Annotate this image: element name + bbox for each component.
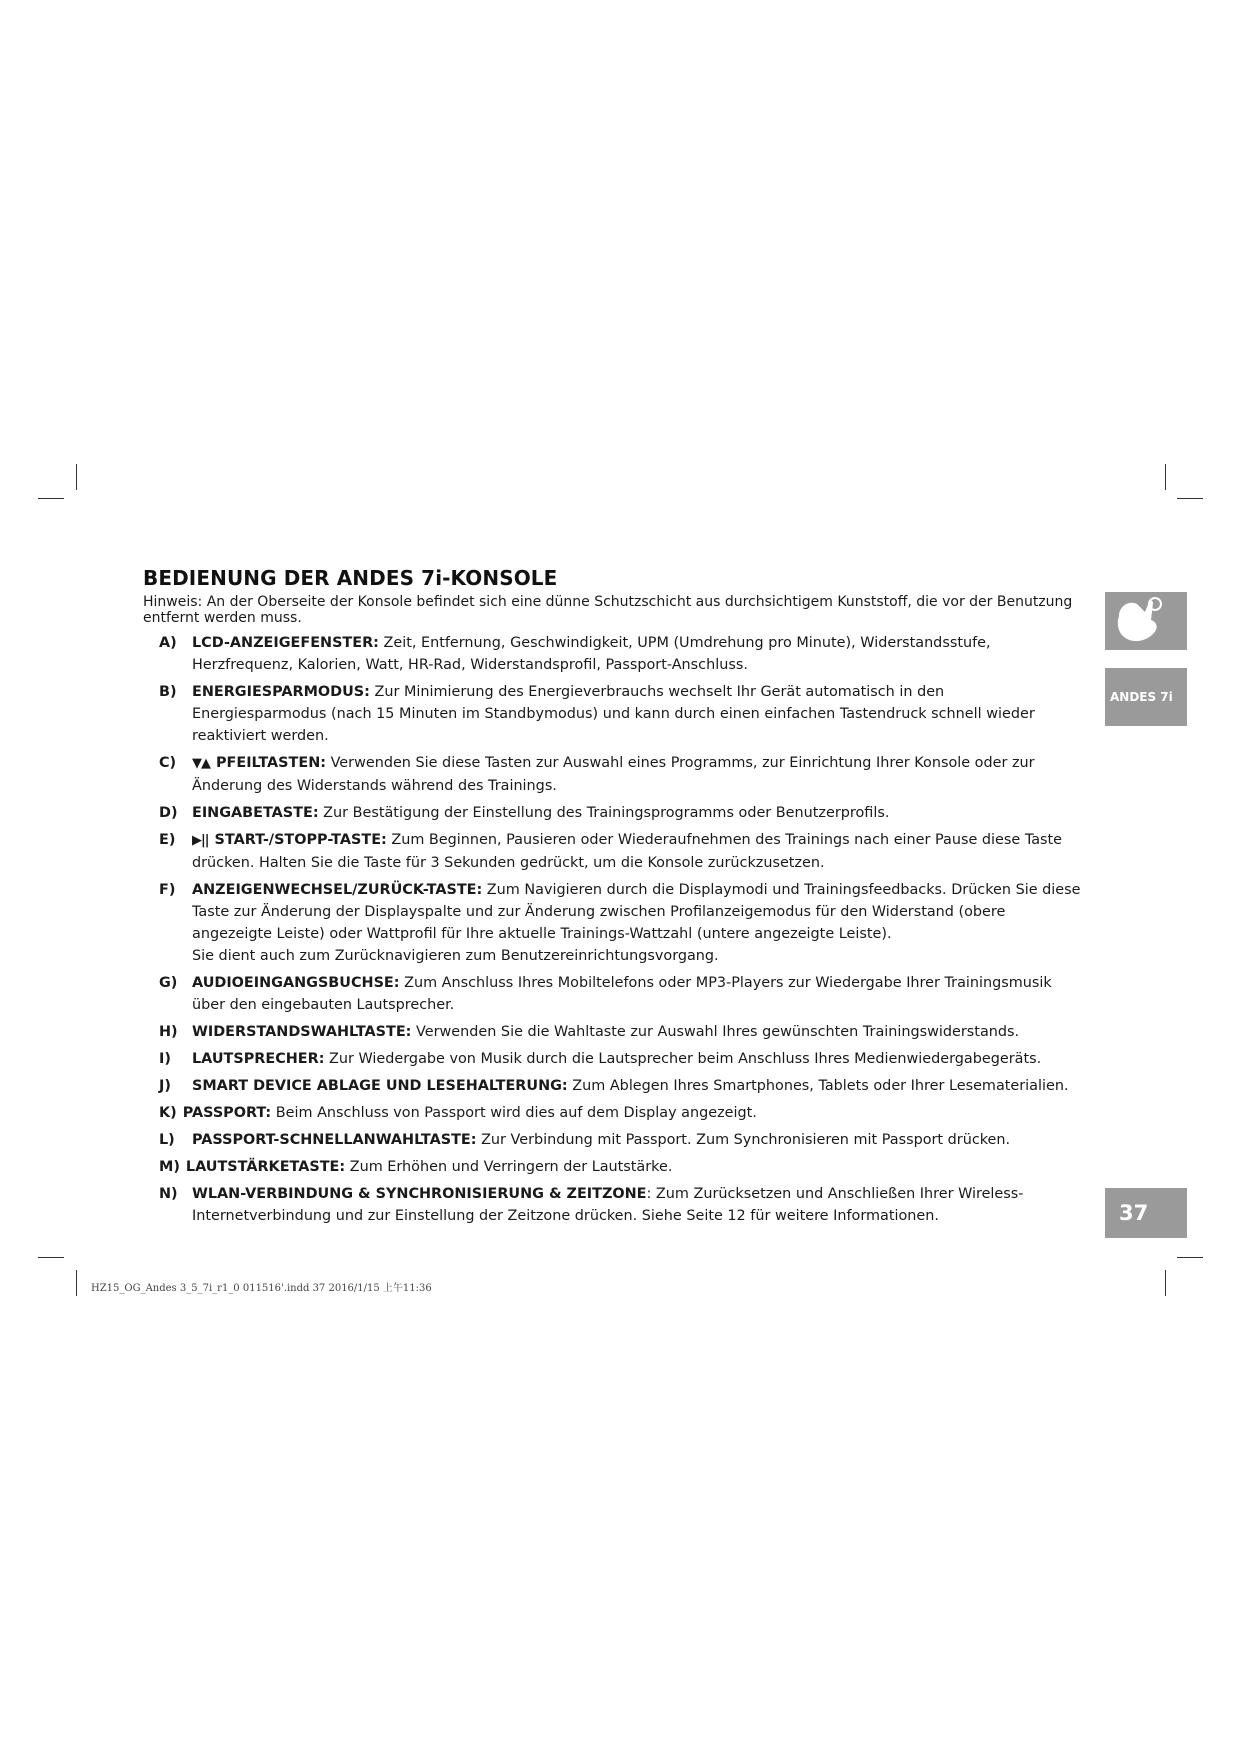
item-text: Zur Minimierung des Energieverbrauchs wechselt Ihr Gerät automatisch in den Energiesparmodus (nach 15 Minuten im Standbymodus) und kann durch einen einfachen Tastendruck schnell wieder reaktiviert werden.	[192, 684, 1035, 744]
list-item-n	[143, 1183, 1083, 1227]
crop-mark-bottom-left	[76, 1270, 77, 1296]
item-text: Verwenden Sie die Wahltaste zur Auswahl Ihres gewünschten Trainingswiderstands.	[411, 1024, 1020, 1040]
item-letter: H)	[159, 1024, 178, 1040]
item-letter: B)	[159, 684, 177, 700]
item-letter: A)	[159, 635, 177, 651]
item-term: SMART DEVICE ABLAGE UND LESEHALTERUNG:	[192, 1078, 568, 1094]
item-letter: I)	[159, 1051, 171, 1067]
console-items-list	[143, 632, 1083, 1227]
section-title: BEDIENUNG DER ANDES 7i-KONSOLE	[143, 566, 558, 590]
list-item-e	[143, 829, 1083, 874]
list-item-i	[143, 1048, 1083, 1070]
item-letter: K)	[159, 1105, 177, 1121]
item-text: Zum Beginnen, Pausieren oder Wiederaufnehmen des Trainings nach einer Pause diese Taste drücken. Halten Sie die Taste für 3 Sekunden gedrückt, um die Konsole zurückzusetzen.	[192, 832, 1063, 871]
item-letter: M)	[159, 1159, 180, 1175]
item-letter: C)	[159, 755, 177, 771]
crop-mark-top-right	[1165, 464, 1166, 490]
hand-touch-icon-svg	[1105, 592, 1187, 650]
item-term: WIDERSTANDSWAHLTASTE:	[192, 1024, 412, 1040]
list-item-a	[143, 632, 1083, 676]
item-term: PASSPORT:	[182, 1105, 272, 1121]
crop-mark-top-left	[76, 464, 77, 490]
item-term: EINGABETASTE:	[192, 805, 319, 821]
item-term: START-/STOPP-TASTE:	[214, 832, 387, 848]
crop-mark-top-right	[1177, 498, 1203, 499]
list-item-h	[143, 1021, 1083, 1043]
item-text: Zur Wiedergabe von Musik durch die Lautsprecher beim Anschluss Ihres Medienwiedergabegeräts.	[324, 1051, 1042, 1067]
print-slug: HZ15_OG_Andes 3_5_7i_r1_0 011516'.indd 37 2016/1/15 上午11:36	[91, 1283, 432, 1294]
crop-mark-bottom-left	[38, 1257, 64, 1258]
item-letter: J)	[159, 1078, 171, 1094]
list-item-c	[143, 752, 1083, 797]
hand-touch-icon	[1105, 592, 1187, 650]
section-note: Hinweis: An der Oberseite der Konsole befindet sich eine dünne Schutzschicht aus durchsichtigem Kunststoff, die vor der Benutzung entfernt werden muss.	[143, 594, 1073, 626]
item-text: Zum Navigieren durch die Displaymodi und Trainingsfeedbacks. Drücken Sie diese Taste zur Änderung der Displayspalte und zur Änderung zwischen Profilanzeigemodus für den Widerstand (obere angezeigte Leiste) oder Wattprofil für Ihre aktuelle Trainings-Wattzahl (untere angezeigte Leiste).	[192, 882, 1081, 942]
item-extra-text: Sie dient auch zum Zurücknavigieren zum Benutzereinrichtungsvorgang.	[192, 948, 719, 964]
crop-mark-bottom-right	[1177, 1257, 1203, 1258]
item-letter: N)	[159, 1186, 178, 1202]
list-item-d	[143, 802, 1083, 824]
item-letter: G)	[159, 975, 178, 991]
play-pause-icon: ▶||	[192, 833, 209, 848]
item-term: LAUTSTÄRKETASTE:	[185, 1159, 346, 1175]
item-text: : Zum Zurücksetzen und Anschließen Ihrer Wireless-Internetverbindung und zur Einstellung der Zeitzone drücken. Siehe Seite 12 für weitere Informationen.	[192, 1186, 1024, 1224]
item-term: PASSPORT-SCHNELLANWAHLTASTE:	[192, 1132, 477, 1148]
crop-mark-bottom-right	[1165, 1270, 1166, 1296]
item-term: LCD-ANZEIGEFENSTER:	[192, 635, 379, 651]
item-letter: F)	[159, 882, 176, 898]
item-term: AUDIOEINGANGSBUCHSE:	[192, 975, 400, 991]
item-text: Zum Anschluss Ihres Mobiltelefons oder MP3-Players zur Wiedergabe Ihrer Trainingsmusik über den eingebauten Lautsprecher.	[192, 975, 1052, 1013]
item-term: ENERGIESPARMODUS:	[192, 684, 370, 700]
list-item-l	[143, 1129, 1083, 1151]
item-text: Zur Bestätigung der Einstellung des Trainingsprogramms oder Benutzerprofils.	[318, 805, 890, 821]
list-item-k	[143, 1102, 1083, 1124]
list-item-j	[143, 1075, 1083, 1097]
list-item-f	[143, 879, 1083, 967]
list-item-g	[143, 972, 1083, 1016]
item-text: Zum Ablegen Ihres Smartphones, Tablets oder Ihrer Lesematerialien.	[567, 1078, 1069, 1094]
side-tab-label: ANDES 7i	[1105, 668, 1187, 726]
list-item-b	[143, 681, 1083, 747]
arrow-keys-icon: ▼▲	[192, 756, 210, 771]
item-text: Zum Erhöhen und Verringern der Lautstärke.	[345, 1159, 673, 1175]
page-number: 37	[1105, 1188, 1187, 1238]
item-letter: L)	[159, 1132, 175, 1148]
item-term: WLAN-VERBINDUNG & SYNCHRONISIERUNG & ZEITZONE	[192, 1186, 647, 1202]
item-text: Verwenden Sie diese Tasten zur Auswahl eines Programms, zur Einrichtung Ihrer Konsole oder zur Änderung des Widerstands während des Trainings.	[192, 755, 1035, 794]
item-term: PFEILTASTEN:	[216, 755, 326, 771]
list-item-m	[143, 1156, 1083, 1178]
crop-mark-top-left	[38, 498, 64, 499]
item-text: Zur Verbindung mit Passport. Zum Synchronisieren mit Passport drücken.	[476, 1132, 1011, 1148]
item-letter: D)	[159, 805, 178, 821]
console-section	[143, 566, 1083, 1232]
item-text: Beim Anschluss von Passport wird dies auf dem Display angezeigt.	[271, 1105, 757, 1121]
item-term: LAUTSPRECHER:	[192, 1051, 325, 1067]
item-text: Zeit, Entfernung, Geschwindigkeit, UPM (Umdrehung pro Minute), Widerstandsstufe, Herzfrequenz, Kalorien, Watt, HR-Rad, Widerstandsprofil, Passport-Anschluss.	[192, 635, 991, 673]
item-letter: E)	[159, 832, 176, 848]
item-term: ANZEIGENWECHSEL/ZURÜCK-TASTE:	[192, 882, 483, 898]
